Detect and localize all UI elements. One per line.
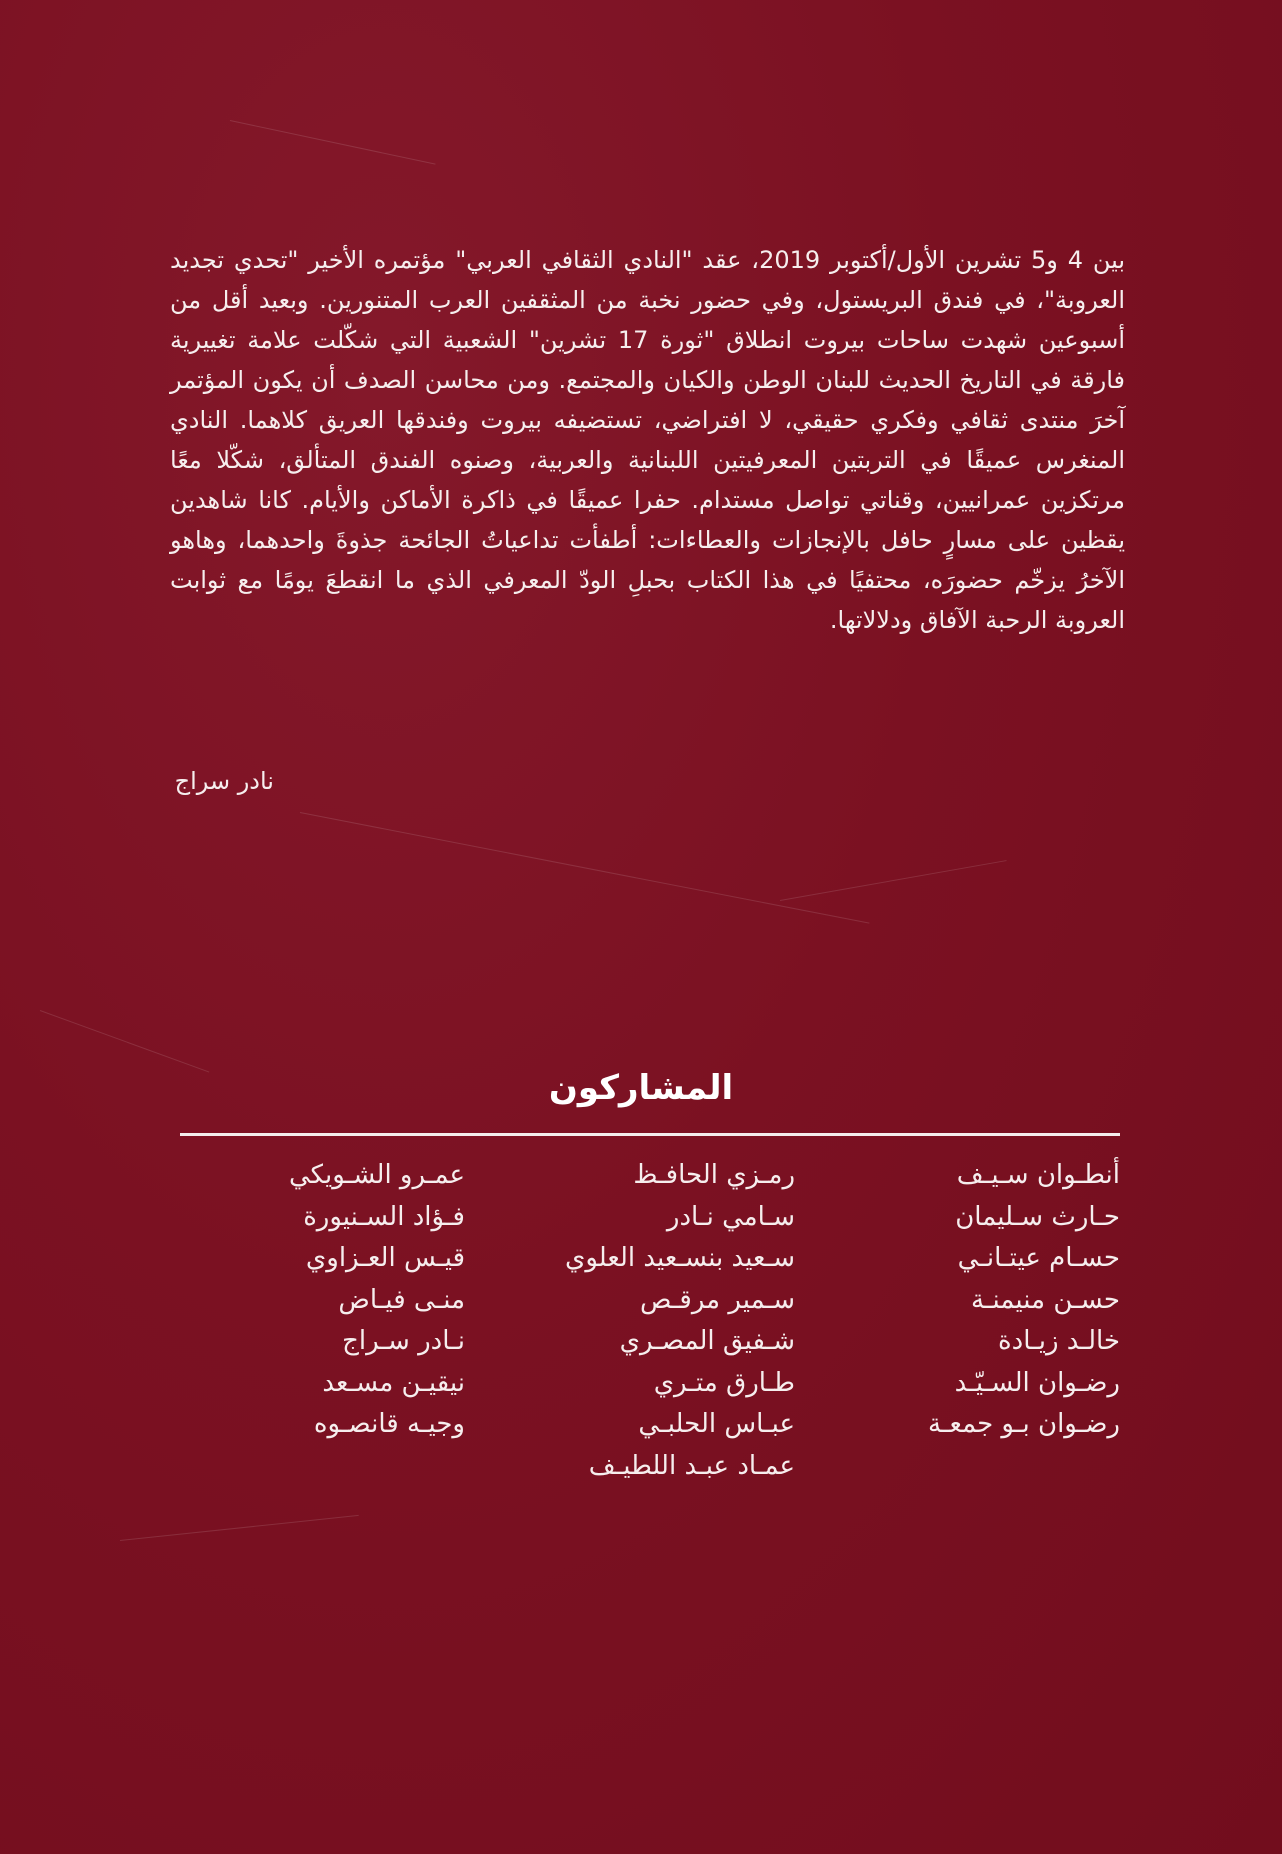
participant-name: حسـام عيتـانـي (957, 1243, 1120, 1273)
participant-name: عبـاس الحلبـي (638, 1409, 795, 1439)
participant-name: رمـزي الحافـظ (633, 1160, 795, 1190)
cover-scratch (40, 1010, 209, 1073)
participant-name: شـفيق المصـري (619, 1326, 795, 1356)
cover-scratch (230, 120, 436, 165)
blurb-line: آخرَ منتدى ثقافي وفكري حقيقي، لا افتراضي، تستضيفه بيروت وفندقها العريق كلاهما. النادي (170, 406, 1125, 434)
participants-heading: المشاركون (548, 1068, 734, 1108)
participant-name: عمـاد عبـد اللطيـف (588, 1450, 795, 1481)
blurb-line: المنغرس عميقًا في التربتين المعرفيتين اللبنانية والعربية، وصنوه الفندق المتألق، شكّلا معًا (170, 446, 1125, 474)
cover-scratch (120, 1515, 359, 1541)
cover-scratch (780, 860, 1007, 901)
blurb-line: العروبة"، في فندق البريستول، وفي حضور نخبة من المثقفين العرب المتنورين. وبعيد أقل من (170, 286, 1125, 314)
heading-divider (180, 1133, 1120, 1136)
participant-name: نيقيـن مسـعد (322, 1367, 465, 1398)
participant-name: منـى فيـاض (338, 1284, 465, 1315)
participant-name: حـارث سـليمان (955, 1201, 1120, 1232)
cover-scratch (300, 812, 870, 924)
blurb-line: فارقة في التاريخ الحديث للبنان الوطن والكيان والمجتمع. ومن محاسن الصدف أن يكون المؤتمر (170, 366, 1125, 394)
blurb-line: مرتكزين عمرانيين، وقناتي تواصل مستدام. حفرا عميقًا في ذاكرة الأماكن والأيام. كانا شاهدين (170, 486, 1125, 514)
blurb-text (170, 240, 1125, 640)
participant-name: سـامي نـادر (666, 1201, 795, 1232)
blurb-line: بين 4 و5 تشرين الأول/أكتوبر 2019، عقد "النادي الثقافي العربي" مؤتمره الأخير "تحدي تجديد (170, 246, 1126, 274)
participant-name: قيـس العـزاوي (305, 1243, 465, 1273)
blurb-line: أسبوعين شهدت ساحات بيروت انطلاق "ثورة 17 تشرين" الشعبية التي شكّلت علامة تغييرية (170, 326, 1125, 354)
blurb-author: نادر سراج (174, 767, 274, 795)
blurb-line: الآخرُ يزخّم حضورَه، محتفيًا في هذا الكتاب بحبلِ الودّ المعرفي الذي ما انقطعَ يومًا مع ثوابت (170, 566, 1125, 594)
blurb-line: العروبة الرحبة الآفاق ودلالاتها. (829, 606, 1125, 634)
participants-column-2 (510, 1155, 795, 1487)
blurb-line: يقظين على مسارٍ حافل بالإنجازات والعطاءات: أطفأت تداعياتُ الجائحة جذوةَ واحدهما، وهاهو (170, 526, 1125, 554)
participant-name: رضـوان بـو جمعـة (927, 1409, 1120, 1439)
participants-column-3 (175, 1155, 465, 1446)
participant-name: سـمير مرقـص (639, 1284, 795, 1315)
participant-name: طـارق متـري (653, 1367, 795, 1398)
participant-name: نـادر سـراج (342, 1326, 465, 1356)
participant-name: أنطـوان سـيـف (956, 1160, 1120, 1190)
participant-name: رضـوان السـيّـد (954, 1367, 1120, 1398)
participant-name: عمـرو الشـويكي (289, 1160, 465, 1190)
participants-column-1 (840, 1155, 1120, 1446)
participant-name: وجيـه قانصـوه (313, 1409, 465, 1439)
participant-name: فـؤاد السـنيورة (303, 1201, 465, 1232)
participant-name: حسـن منيمنـة (971, 1284, 1120, 1315)
participant-name: خالـد زيـادة (998, 1326, 1120, 1356)
participant-name: سـعيد بنسـعيد العلوي (565, 1243, 795, 1273)
